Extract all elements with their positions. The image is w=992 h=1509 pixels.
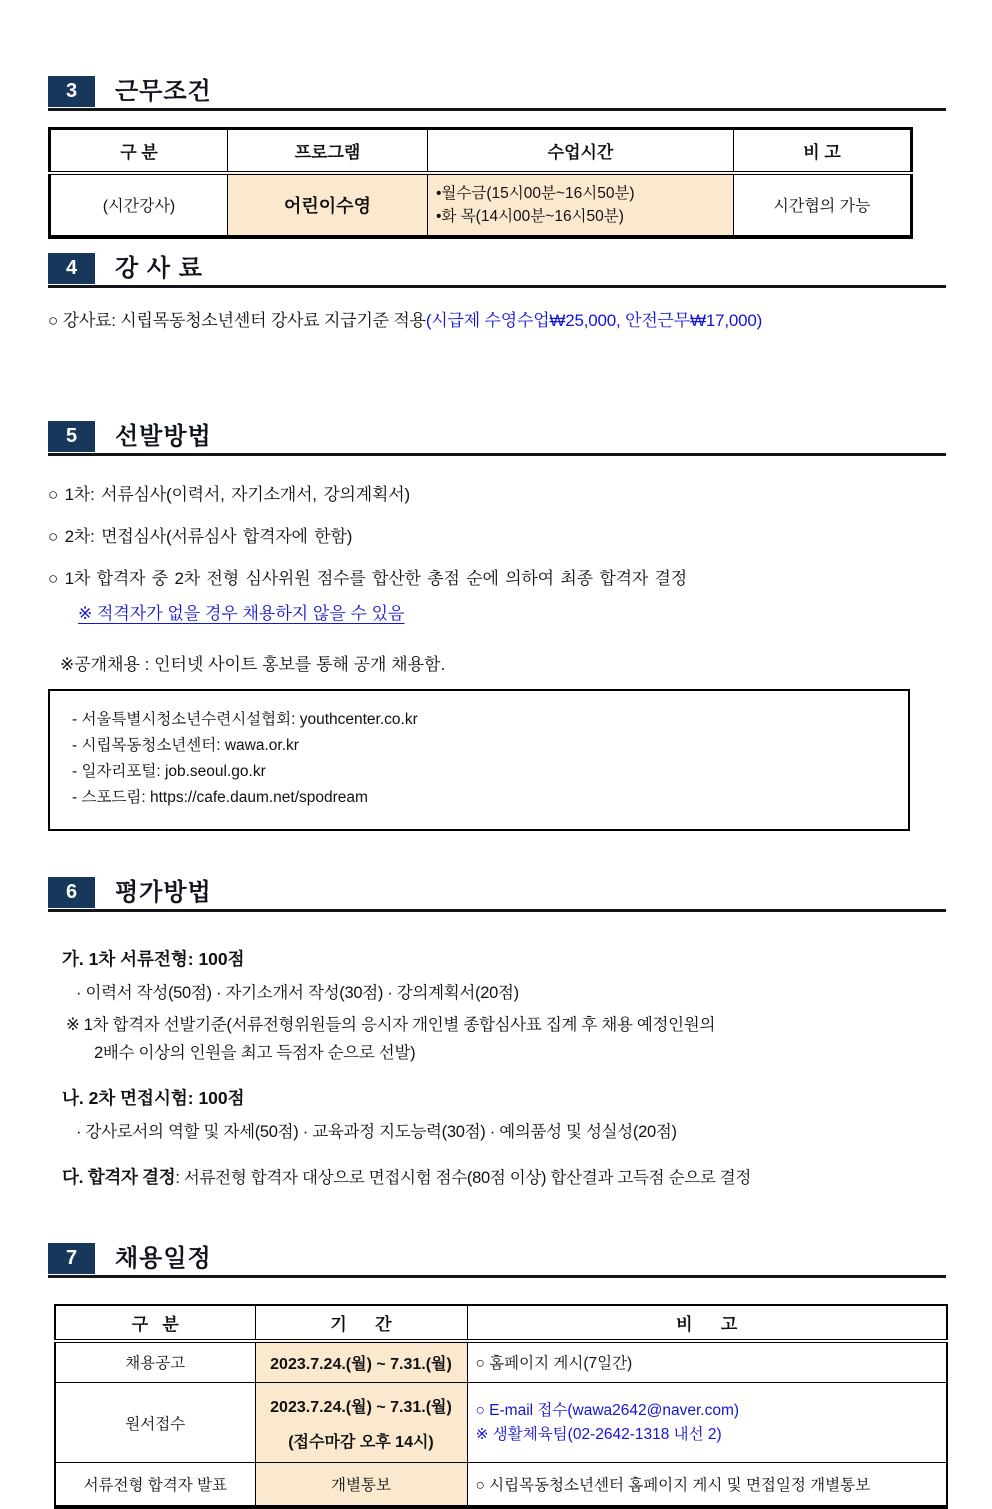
eval-c-text: : 서류전형 합격자 대상으로 면접시험 점수(80점 이상) 합산결과 고득점 순으로 결정: [175, 1168, 752, 1187]
section-6-title: 평가방법: [115, 878, 212, 906]
eval-c-title: 다. 합격자 결정: [62, 1166, 176, 1187]
work-col-category: 구 분: [50, 129, 228, 173]
section-4-title: 강 사 료: [115, 254, 203, 282]
schedule-col-period: 기 간: [255, 1305, 467, 1341]
eval-b-title: 나. 2차 면접시험: 100점: [62, 1087, 245, 1108]
selection-disclaimer: ※ 적격자가 없을 경우 채용하지 않을 수 있음: [78, 603, 405, 623]
work-conditions-header-row: [50, 129, 912, 173]
work-time-line-1: •월수금(15시00분~16시50분): [436, 184, 635, 202]
section-7-title: 채용일정: [115, 1244, 212, 1272]
eval-a-title: 가. 1차 서류전형: 100점: [62, 948, 245, 969]
section-3-number-badge: 3: [48, 76, 95, 107]
schedule-row-result: [55, 1463, 947, 1507]
work-time-cell: [428, 173, 734, 237]
schedule-row1-note: ○ 홈페이지 게시(7일간): [467, 1341, 947, 1383]
work-note-cell: 시간협의 가능: [734, 173, 912, 237]
eval-a-note-line2: 2배수 이상의 인원을 최고 득점자 순으로 선발): [94, 1043, 416, 1062]
selection-item-1: ○ 1차: 서류심사(이력서, 자기소개서, 강의계획서): [48, 484, 410, 504]
schedule-row-announcement: [55, 1341, 947, 1383]
section-3-title: 근무조건: [115, 78, 212, 105]
schedule-col-note: 비 고: [467, 1305, 947, 1341]
schedule-row3-period: 개별통보: [255, 1463, 467, 1507]
schedule-row2-period-line2: (접수마감 오후 14시): [288, 1433, 434, 1451]
section-5-title: 선발방법: [115, 422, 212, 450]
selection-item-3: ○ 1차 합격자 중 2차 전형 심사위원 점수를 합산한 총점 순에 의하여 최종 합격자 결정: [48, 568, 688, 588]
recruitment-sites-box: [48, 689, 910, 831]
work-time-line-2: •화 목(14시00분~16시50분): [436, 207, 624, 225]
section-5-number-badge: 5: [48, 421, 95, 452]
schedule-row3-note: ○ 시립목동청소년센터 홈페이지 게시 및 면접일정 개별통보: [467, 1463, 947, 1507]
selection-item-2: ○ 2차: 면접심사(서류심사 합격자에 한함): [48, 526, 353, 546]
work-col-note: 비 고: [734, 129, 912, 173]
section-7-number-badge: 7: [48, 1243, 95, 1274]
schedule-row2-note-line1: ○ E-mail 접수(wawa2642@naver.com): [475, 1401, 740, 1419]
schedule-row2-period: [255, 1383, 467, 1463]
work-category-cell: (시간강사): [50, 173, 228, 237]
section-7-heading: [48, 1243, 946, 1278]
schedule-row3-category: 서류전형 합격자 발표: [55, 1463, 255, 1507]
site-youthcenter: - 서울특별시청소년수련시설협회: youthcenter.co.kr: [72, 710, 418, 728]
schedule-row1-category: 채용공고: [55, 1341, 255, 1383]
schedule-row2-note-line2: ※ 생활체육팀(02-2642-1318 내선 2): [475, 1425, 722, 1443]
section-3-heading: [48, 76, 946, 111]
eval-b-criteria: · 강사로서의 역할 및 자세(50점) · 교육과정 지도능력(30점) · 예의품성 및 성실성(20점): [76, 1122, 677, 1141]
open-recruitment-note: ※공개채용 : 인터넷 사이트 홍보를 통해 공개 채용함.: [60, 654, 446, 674]
schedule-row-application: [55, 1383, 947, 1463]
schedule-row1-period: 2023.7.24.(월) ~ 7.31.(월): [255, 1341, 467, 1383]
schedule-header-row: [55, 1305, 947, 1341]
schedule-table: [54, 1304, 948, 1509]
work-conditions-row: [50, 173, 912, 237]
schedule-row2-note: [467, 1383, 947, 1463]
eval-c-line: [62, 1164, 946, 1189]
section-6-number-badge: 6: [48, 877, 95, 908]
work-conditions-table: [48, 127, 913, 239]
section-4-heading: [48, 253, 946, 288]
eval-a-criteria: · 이력서 작성(50점) · 자기소개서 작성(30점) · 강의계획서(20점): [76, 983, 519, 1002]
section-5-heading: [48, 421, 946, 456]
site-wawa: - 시립목동청소년센터: wawa.or.kr: [72, 736, 299, 754]
fee-amounts: (시급제 수영수업₩25,000, 안전근무₩17,000): [425, 310, 763, 330]
schedule-row2-category: 원서접수: [55, 1383, 255, 1463]
fee-text: ○ 강사료: 시립목동청소년센터 강사료 지급기준 적용: [48, 310, 426, 330]
section-6-heading: [48, 877, 946, 912]
work-program-cell: 어린이수영: [228, 173, 428, 237]
site-job-seoul: - 일자리포털: job.seoul.go.kr: [72, 762, 266, 780]
eval-a-note-line1: ※ 1차 합격자 선발기준(서류전형위원들의 응시자 개인별 종합심사표 집계 후 채용 예정인원의: [66, 1015, 716, 1034]
work-col-time: 수업시간: [428, 129, 734, 173]
fee-line: [48, 306, 946, 331]
work-col-program: 프로그램: [228, 129, 428, 173]
schedule-col-category: 구 분: [55, 1305, 255, 1341]
site-spodream: - 스포드림: https://cafe.daum.net/spodream: [72, 788, 368, 806]
section-4-number-badge: 4: [48, 253, 95, 284]
schedule-row2-period-line1: 2023.7.24.(월) ~ 7.31.(월): [270, 1398, 452, 1416]
